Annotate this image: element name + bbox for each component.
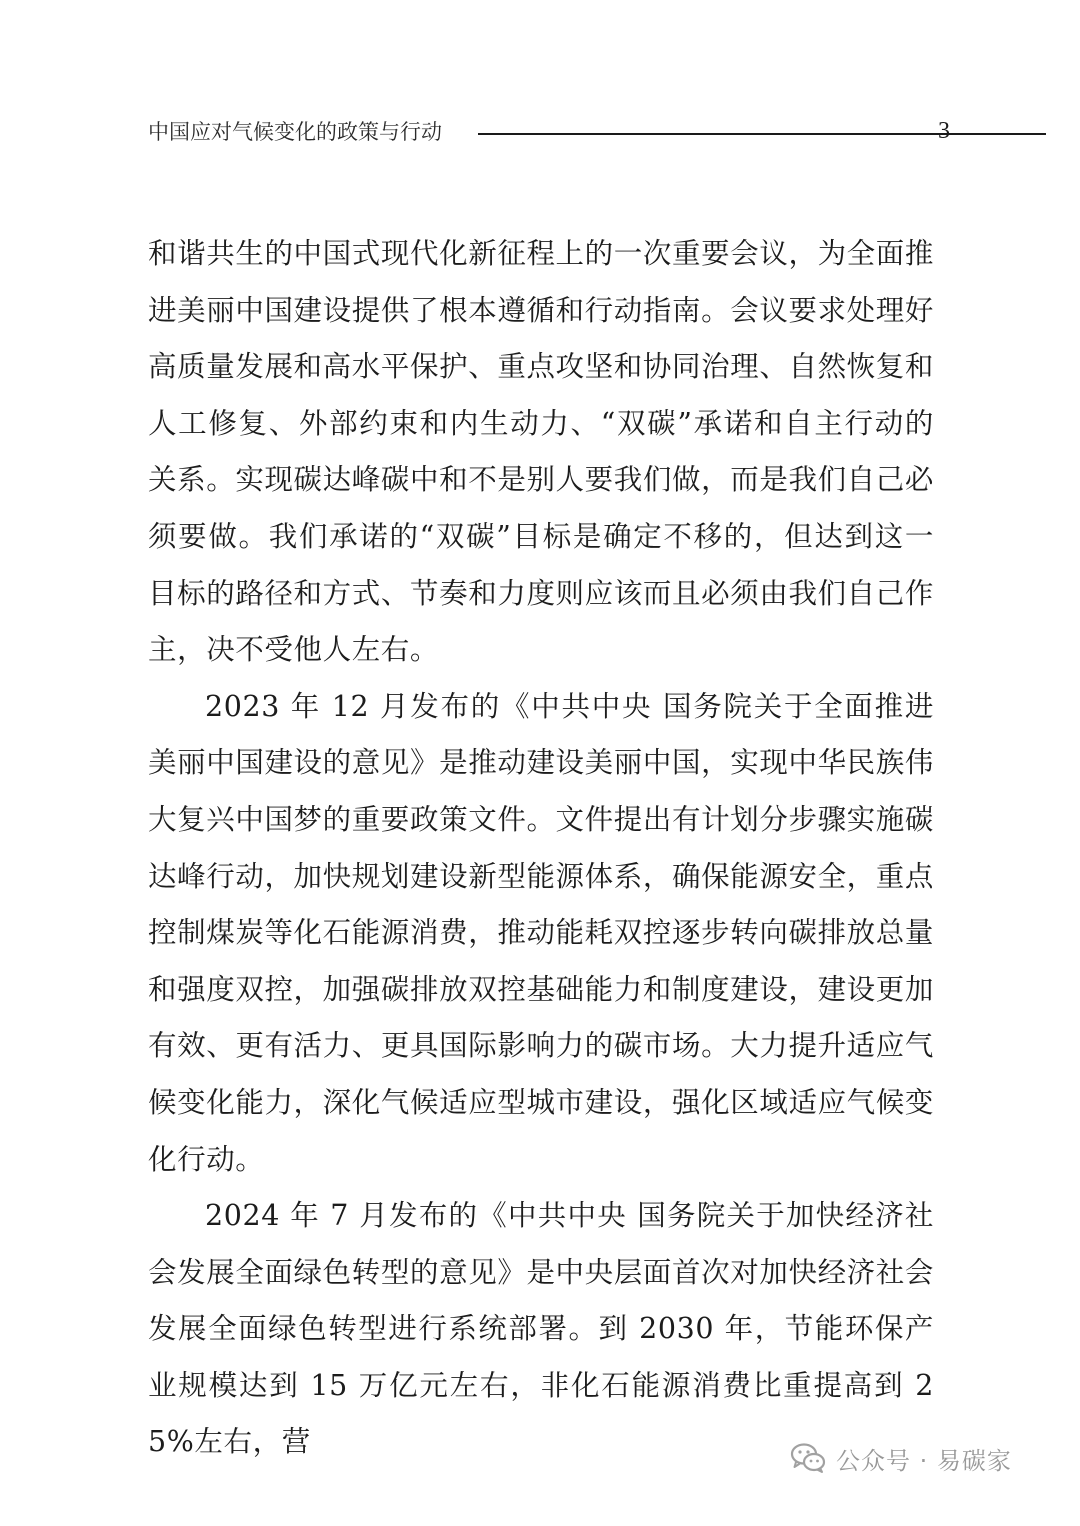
page-number: 3 [938,118,950,144]
paragraph-green-transition-opinion: 2024 年 7 月发布的《中共中央 国务院关于加快经济社会发展全面绿色转型的意见》是中央层面首次对加快经济社会发展全面绿色转型进行系统部署。到 2030 年，节能环保产业规模达到 15 万亿元左右，非化石能源消费比重提高到 25%左右，营 [148,1199,934,1459]
running-title: 中国应对气候变化的政策与行动 [148,120,442,144]
header-rule [478,133,1046,135]
paragraph-beautiful-china-opinion: 2023 年 12 月发布的《中共中央 国务院关于全面推进美丽中国建设的意见》是推动建设美丽中国，实现中华民族伟大复兴中国梦的重要政策文件。文件提出有计划分步骤实施碳达峰行动，加快规划建设新型能源体系，确保能源安全，重点控制煤炭等化石能源消费，推动能耗双控逐步转向碳排放总量和强度双控，加强碳排放双控基础能力和制度建设，建设更加有效、更有活力、更具国际影响力的碳市场。大力提升适应气候变化能力，深化气候适应型城市建设，强化区域适应气候变化行动。 [148,689,934,1176]
watermark [790,1436,1012,1480]
paragraph-continuation: 和谐共生的中国式现代化新征程上的一次重要会议，为全面推进美丽中国建设提供了根本遵循和行动指南。会议要求处理好高质量发展和高水平保护、重点攻坚和协同治理、自然恢复和人工修复、外部约束和内生动力、“双碳”承诺和自主行动的关系。实现碳达峰碳中和不是别人要我们做，而是我们自己必须要做。我们承诺的“双碳”目标是确定不移的，但达到这一目标的路径和方式、节奏和力度则应该而且必须由我们自己作主，决不受他人左右。 [148,237,934,667]
wechat-icon [790,1442,826,1474]
body-text [148,226,934,1471]
watermark-text: 公众号 · 易碳家 [836,1446,1012,1475]
page-header [148,112,952,152]
